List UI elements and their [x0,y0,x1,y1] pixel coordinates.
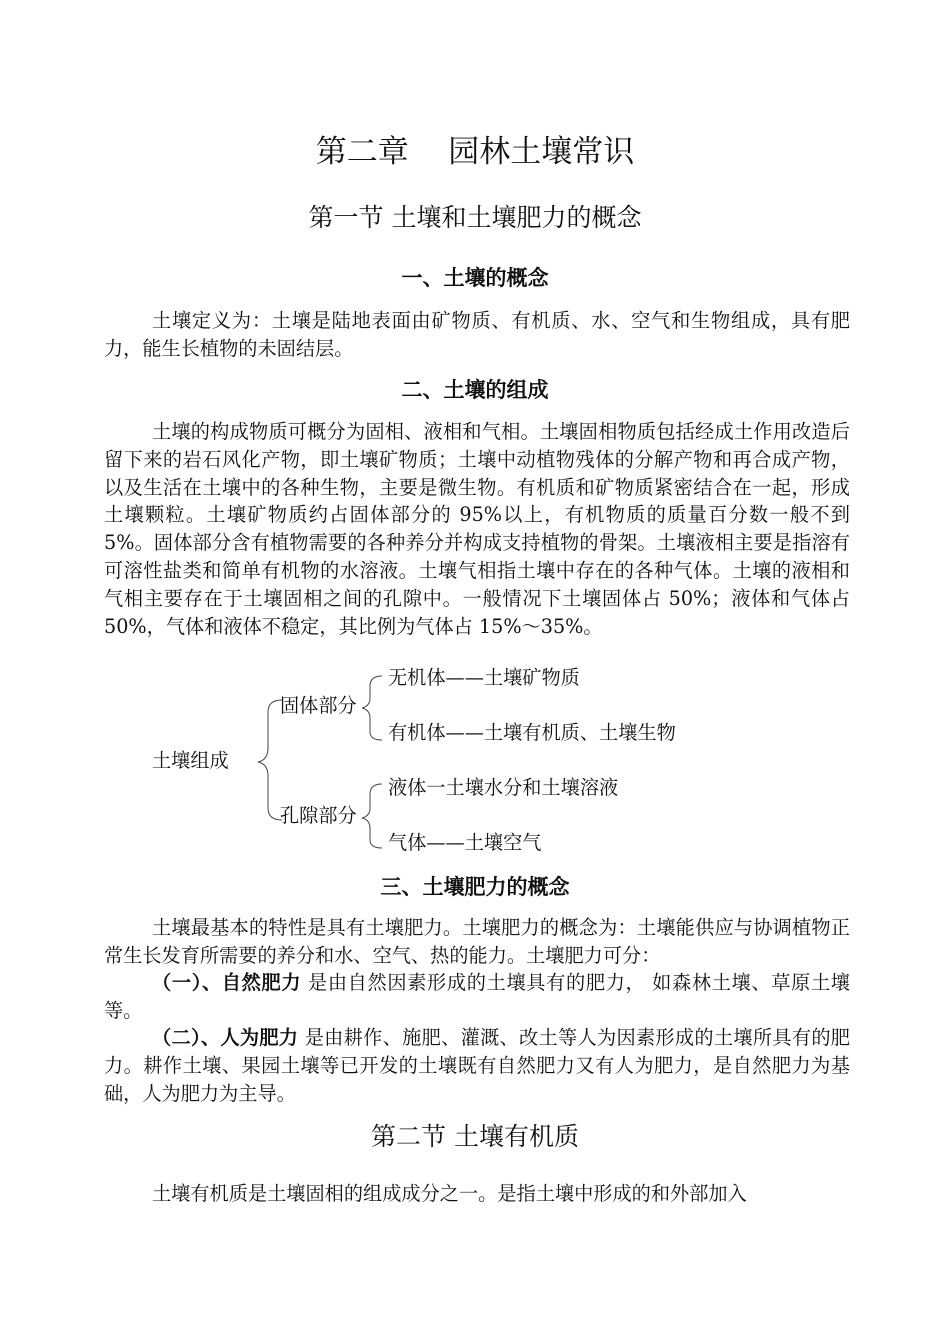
subsection-title-composition: 二、土壤的组成 [401,378,549,402]
diagram-pore-label: 孔隙部分 [280,804,357,827]
solid-brace [362,676,382,740]
diagram-solid-item-1: 无机体——土壤矿物质 [388,666,580,689]
diagram-pore-item-2: 气体——土壤空气 [388,831,542,854]
paragraph-soil-definition: 土壤定义为：土壤是陆地表面由矿物质、有机质、水、空气和生物组成，具有肥力，能生长植物的未固结层。 [104,309,850,360]
section-title-2: 第二节 土壤有机质 [371,1122,579,1151]
natural-fertility-text: 是由自然因素形成的土壤具有的肥力， 如森林土壤、草原土壤等。 [104,971,850,1022]
subsection-title-fertility: 三、土壤肥力的概念 [380,875,570,899]
root-brace [258,700,282,820]
soil-composition-diagram [0,660,950,860]
diagram-solid-label: 固体部分 [280,694,357,717]
paragraph-organic-matter: 土壤有机质是土壤固相的组成成分之一。是指土壤中形成的和外部加入 [152,1182,747,1205]
diagram-solid-item-2: 有机体——土壤有机质、土壤生物 [388,721,676,744]
paragraph-soil-fertility: 土壤最基本的特性是具有土壤肥力。土壤肥力的概念为：土壤能供应与协调植物正常生长发育所需要的养分和水、空气、热的能力。土壤肥力可分： [104,916,850,967]
paragraph-natural-fertility [104,969,850,1025]
natural-fertility-label: （一）、自然肥力 [152,971,302,994]
human-fertility-label: （二）、人为肥力 [152,1026,299,1049]
diagram-root-label: 土壤组成 [152,749,229,772]
paragraph-human-fertility [104,1024,850,1107]
section-title-1: 第一节 土壤和土壤肥力的概念 [308,203,642,232]
paragraph-soil-composition: 土壤的构成物质可概分为固相、液相和气相。土壤固相物质包括经成土作用改造后留下来的岩石风化产物，即土壤矿物质；土壤中动植物残体的分解产物和再合成产物，以及生活在土壤中的各种生物，主要是微生物。有机质和矿物质紧密结合在一起，形成土壤颗粒。土壤矿物质约占固体部分的 95%以上，有机物质的质量百分数一般不到 5%。固体部分含有植物需要的各种养分并构成支持植物的骨架。土壤液相主要是指溶有可溶性盐类和简单有机物的水溶液。土壤气相指土壤中存在的各种气体。土壤的液相和气相主要存在于土壤固相之间的孔隙中。一般情况下土壤固体占 50%；液体和气体占 50%，气体和液体不稳定，其比例为气体占 15%～35%。 [104,420,850,638]
subsection-title-concept: 一、土壤的概念 [401,266,549,290]
human-fertility-text: 是由耕作、施肥、灌溉、改土等人为因素形成的土壤所具有的肥力。耕作土壤、果园土壤等已开发的土壤既有自然肥力又有人为肥力，是自然肥力为基础，人为肥力为主导。 [104,1026,850,1105]
chapter-title: 第二章 园林土壤常识 [315,134,635,170]
pore-brace [362,784,382,848]
diagram-pore-item-1: 液体一土壤水分和土壤溶液 [388,776,619,799]
